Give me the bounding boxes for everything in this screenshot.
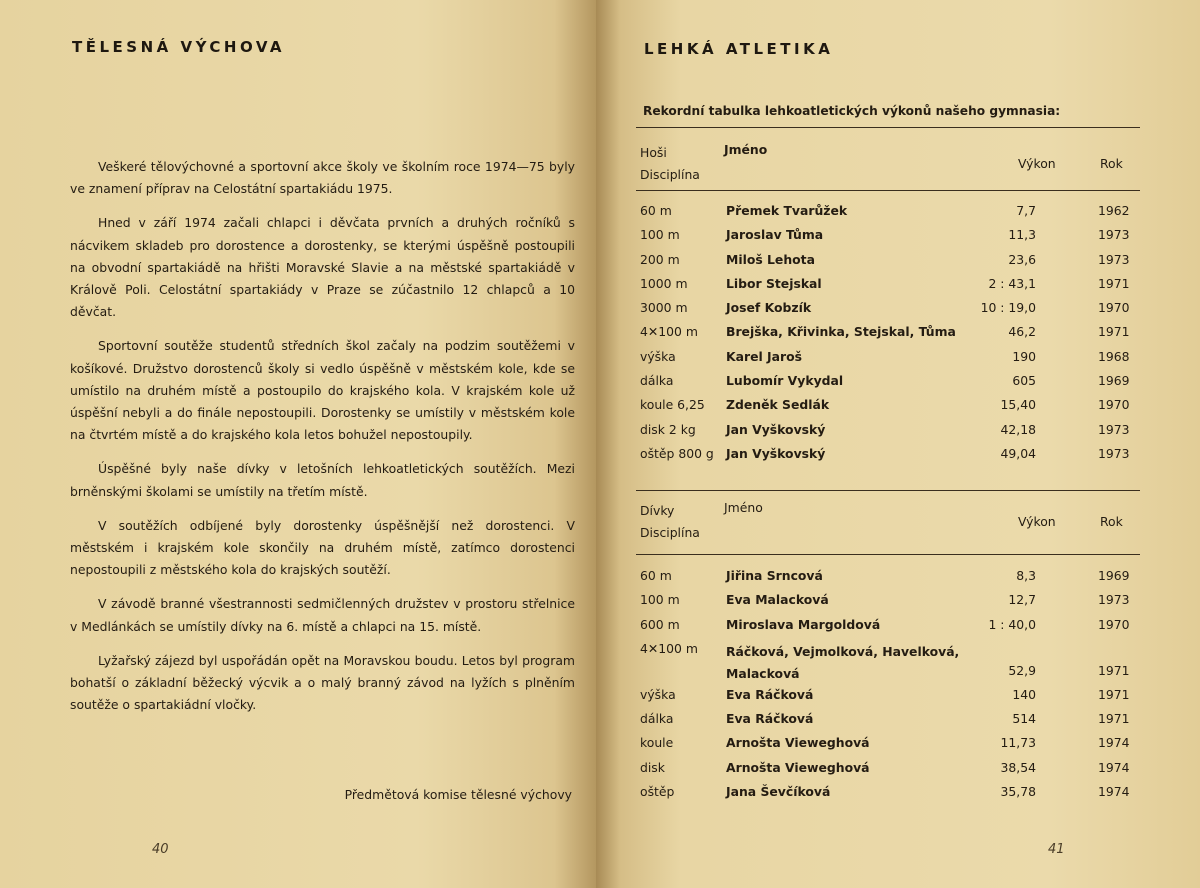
table-row (640, 638, 1140, 684)
cell-name: Miroslava Margoldová (726, 616, 881, 632)
paragraph: Hned v září 1974 začali chlapci i děvčata prvních a druhých ročníků s nácvikem skladeb pro dorostence a dorostenky, se kterými úspěšně postoupili na obvodní spartakiádě na hřišti Moravské Slavie a na městské spartakiádě v Králově Poli. Celostátní spartakiády v Praze se zúčastnilo 12 chlapců a 10 děvčat. (70, 215, 575, 320)
cell-year: 1971 (1098, 686, 1130, 702)
page-heading: LEHKÁ ATLETIKA (644, 40, 834, 58)
cell-year: 1974 (1098, 759, 1130, 775)
cell-year: 1969 (1098, 568, 1130, 583)
cell-year: 1973 (1098, 227, 1130, 243)
table-row (640, 684, 1140, 708)
header-result: Výkon (1018, 514, 1056, 529)
table-row (640, 321, 1140, 345)
table-rule (636, 490, 1140, 491)
cell-result: 1 : 40,0 (988, 616, 1036, 632)
cell-result: 10 : 19,0 (980, 300, 1036, 316)
cell-result: 140 (1012, 686, 1036, 702)
table-row (640, 589, 1140, 613)
cell-year: 1970 (1098, 300, 1130, 316)
paragraph: Lyžařský zájezd byl uspořádán opět na Moravskou boudu. Letos byl program bohatší o základní běžecký výcvik a o malý branný závod na lyžích s plněním soutěže o spartakiádní vločky. (70, 652, 575, 713)
cell-discipline: koule 6,25 (640, 397, 705, 413)
cell-result: 52,9 (1008, 662, 1036, 678)
header-discipline: Disciplína (640, 167, 700, 182)
cell-name: Jan Vyškovský (726, 421, 826, 437)
paragraph: Veškeré tělovýchovné a sportovní akce školy ve školním roce 1974—75 byly ve znamení příprav na Celostátní spartakiádu 1975. (70, 159, 575, 197)
cell-discipline: výška (640, 686, 676, 702)
cell-year: 1971 (1098, 324, 1130, 340)
cell-result: 7,7 (1016, 203, 1036, 218)
header-group-discipline (640, 142, 700, 186)
cell-year: 1973 (1098, 445, 1130, 461)
cell-name: Jaroslav Tůma (726, 227, 824, 243)
cell-result: 46,2 (1008, 324, 1036, 340)
cell-year: 1971 (1098, 275, 1130, 291)
cell-result: 605 (1012, 373, 1036, 389)
cell-discipline: 100 m (640, 592, 680, 608)
cell-result: 12,7 (1008, 592, 1036, 608)
cell-discipline: 4✕100 m (640, 324, 698, 340)
cell-discipline: 600 m (640, 616, 680, 632)
cell-discipline: 60 m (640, 203, 672, 218)
cell-year: 1971 (1098, 711, 1130, 727)
page-heading: TĚLESNÁ VÝCHOVA (72, 38, 286, 56)
table-row (640, 249, 1140, 273)
cell-discipline: 100 m (640, 227, 680, 243)
paragraph: V závodě branné všestrannosti sedmičlenných družstev v prostoru střelnice v Medlánkách se umístily dívky na 6. místě a chlapci na 15. místě. (70, 596, 575, 634)
header-name: Jméno (724, 500, 763, 515)
cell-discipline: oštěp 800 g (640, 445, 714, 461)
cell-name: Zdeněk Sedlák (726, 397, 830, 413)
cell-year: 1962 (1098, 203, 1130, 218)
table-row (640, 419, 1140, 443)
page-number: 41 (1048, 842, 1065, 857)
cell-discipline: dálka (640, 711, 674, 727)
cell-name: Jana Ševčíková (726, 784, 831, 800)
cell-result: 514 (1012, 711, 1036, 727)
cell-name: Ráčková, Vejmolková, Havelková, Malacková (726, 643, 960, 681)
cell-year: 1974 (1098, 784, 1130, 800)
table-row (640, 708, 1140, 732)
boys-records (640, 200, 1140, 467)
cell-result: 15,40 (1000, 397, 1036, 413)
right-page (596, 0, 1200, 888)
table-row (640, 297, 1140, 321)
cell-result: 49,04 (1000, 445, 1036, 461)
cell-result: 38,54 (1000, 759, 1036, 775)
cell-name: Eva Ráčková (726, 686, 814, 702)
cell-discipline: 200 m (640, 251, 680, 267)
cell-year: 1970 (1098, 616, 1130, 632)
table-rule (636, 554, 1140, 555)
cell-result: 42,18 (1000, 421, 1036, 437)
table-row (640, 346, 1140, 370)
header-year: Rok (1100, 156, 1123, 171)
cell-name: Karel Jaroš (726, 348, 803, 364)
cell-name: Libor Stejskal (726, 275, 822, 291)
cell-discipline: 4✕100 m (640, 640, 698, 656)
cell-name: Arnošta Vieweghová (726, 759, 870, 775)
cell-year: 1969 (1098, 373, 1130, 389)
header-year: Rok (1100, 514, 1123, 529)
cell-name: Arnošta Vieweghová (726, 735, 870, 751)
cell-discipline: disk (640, 759, 665, 775)
cell-discipline: výška (640, 348, 676, 364)
cell-name: Brejška, Křivinka, Stejskal, Tůma (726, 324, 956, 340)
cell-result: 8,3 (1016, 568, 1036, 583)
table-row (640, 732, 1140, 756)
paragraph: Úspěšné byly naše dívky v letošních lehkoatletických soutěžích. Mezi brněnskými školami se umístily na třetím místě. (70, 461, 575, 499)
article-body (70, 156, 575, 728)
header-name: Jméno (724, 142, 768, 157)
cell-name: Jiřina Srncová (726, 568, 823, 583)
cell-result: 35,78 (1000, 784, 1036, 800)
page-number: 40 (152, 842, 169, 857)
table-row (640, 614, 1140, 638)
cell-year: 1970 (1098, 397, 1130, 413)
header-group: Hoši (640, 145, 667, 160)
cell-name: Jan Vyškovský (726, 445, 826, 461)
cell-discipline: dálka (640, 373, 674, 389)
cell-year: 1971 (1098, 662, 1130, 678)
header-discipline: Disciplína (640, 525, 700, 540)
header-group: Dívky (640, 503, 675, 518)
cell-discipline: oštěp (640, 784, 675, 800)
table-caption: Rekordní tabulka lehkoatletických výkonů našeho gymnasia: (643, 104, 1061, 118)
cell-name: Miloš Lehota (726, 251, 815, 267)
cell-year: 1973 (1098, 251, 1130, 267)
cell-result: 11,73 (1000, 735, 1036, 751)
header-group-discipline (640, 500, 700, 544)
cell-discipline: 60 m (640, 568, 672, 583)
cell-name: Eva Ráčková (726, 711, 814, 727)
table-row (640, 565, 1140, 589)
cell-year: 1974 (1098, 735, 1130, 751)
cell-name: Lubomír Vykydal (726, 373, 844, 389)
left-page (0, 0, 596, 888)
cell-name: Přemek Tvarůžek (726, 203, 848, 218)
paragraph: Sportovní soutěže studentů středních škol začaly na podzim soutěžemi v košíkové. Družstvo dorostenců školy si vedlo úspěšně v městském kole, kde se umístilo na druhém místě a postoupilo do krajského kola. V krajském kole už úspěšní nebyli a do finále nepostoupili. Dorostenky se umístily v městském kole na čtvrtém místě a do krajského kola letos bohužel nepostoupily. (70, 338, 575, 443)
cell-result: 190 (1012, 348, 1036, 364)
table-row (640, 370, 1140, 394)
header-result: Výkon (1018, 156, 1056, 171)
cell-result: 23,6 (1008, 251, 1036, 267)
table-row (640, 394, 1140, 418)
cell-name: Josef Kobzík (726, 300, 812, 316)
cell-year: 1973 (1098, 421, 1130, 437)
table-row (640, 224, 1140, 248)
cell-year: 1968 (1098, 348, 1130, 364)
signature: Předmětová komise tělesné výchovy (344, 787, 572, 802)
table-row (640, 443, 1140, 467)
table-rule (636, 190, 1140, 191)
cell-discipline: 3000 m (640, 300, 688, 316)
cell-year: 1973 (1098, 592, 1130, 608)
table-row (640, 273, 1140, 297)
cell-discipline: disk 2 kg (640, 421, 696, 437)
cell-discipline: 1000 m (640, 275, 688, 291)
paragraph: V soutěžích odbíjené byly dorostenky úspěšnější než dorostenci. V městském i krajském kole skončily na druhém místě, zatímco dorostenci nepostoupili z městského kola do krajských soutěží. (70, 517, 575, 578)
cell-result: 2 : 43,1 (988, 275, 1036, 291)
girls-records (640, 565, 1140, 805)
table-rule (636, 127, 1140, 128)
cell-discipline: koule (640, 735, 674, 751)
table-row (640, 757, 1140, 781)
table-row (640, 781, 1140, 805)
cell-result: 11,3 (1008, 227, 1036, 243)
table-row (640, 200, 1140, 224)
cell-name: Eva Malacková (726, 592, 829, 608)
